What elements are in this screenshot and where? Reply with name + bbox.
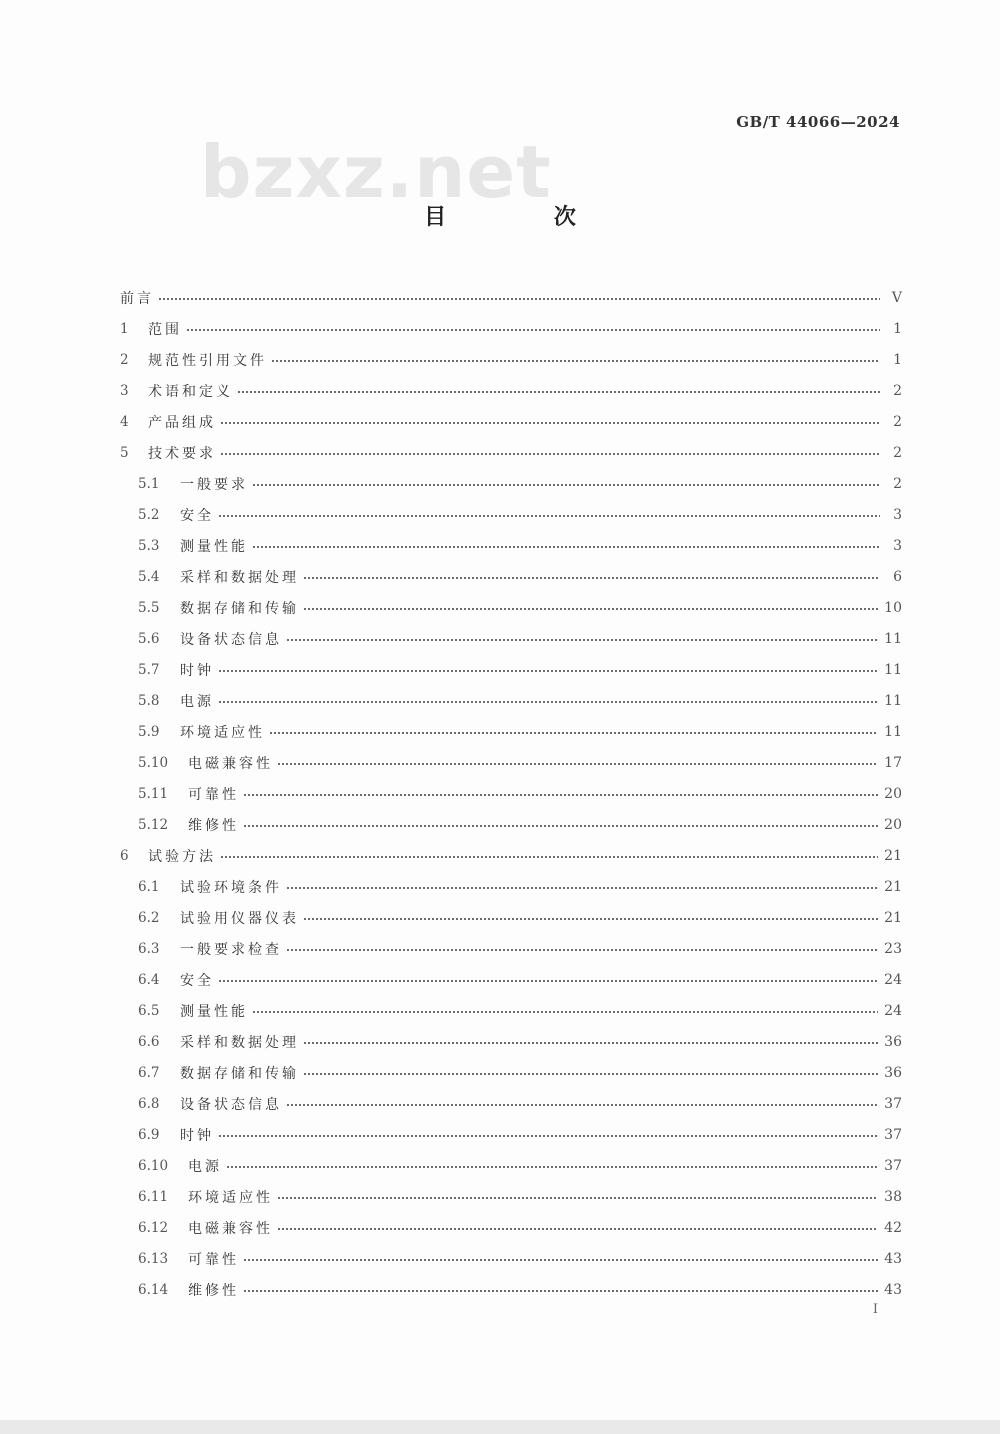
toc-entry[interactable] [120, 809, 902, 840]
toc-entry-page: 11 [884, 723, 902, 740]
toc-entry-number: 5.9 [138, 723, 160, 740]
toc-entry-page: Ⅴ [891, 289, 902, 306]
toc-entry-title: 一般要求检查 [180, 941, 282, 958]
toc-entry-page: 24 [884, 971, 902, 988]
toc-entry[interactable] [120, 406, 902, 437]
toc-entry-title: 电源 [188, 1158, 222, 1175]
toc-leader-dots [220, 855, 878, 859]
toc-leader-dots [220, 421, 880, 425]
toc-entry-number: 6.4 [138, 971, 160, 988]
toc-entry-number: 2 [120, 351, 129, 368]
viewer-bottom-bar [0, 1420, 1000, 1434]
toc-entry[interactable] [120, 840, 902, 871]
toc-entry-title: 安全 [180, 972, 214, 989]
toc-entry-title: 数据存储和传输 [180, 1065, 299, 1082]
toc-entry[interactable] [120, 654, 902, 685]
toc-entry-title: 设备状态信息 [180, 1096, 282, 1113]
toc-entry-page: 43 [884, 1281, 902, 1298]
toc-entry-page: 6 [893, 568, 902, 585]
toc-entry[interactable] [120, 1243, 902, 1274]
toc-entry-page: 2 [893, 475, 902, 492]
toc-leader-dots [303, 1041, 878, 1045]
toc-entry-number: 6.6 [138, 1033, 160, 1050]
toc-entry-title: 一般要求 [180, 476, 248, 493]
toc-leader-dots [220, 452, 880, 456]
toc-entry-page: 11 [884, 630, 902, 647]
toc-entry[interactable] [120, 1119, 902, 1150]
toc-leader-dots [269, 731, 878, 735]
toc-leader-dots [303, 1072, 878, 1076]
toc-entry-page: 2 [893, 382, 902, 399]
toc-leader-dots [286, 886, 878, 890]
toc-entry-title: 技术要求 [148, 445, 216, 462]
toc-entry-title: 维修性 [188, 1282, 239, 1299]
toc-entry-page: 21 [884, 878, 902, 895]
toc-entry-number: 3 [120, 382, 129, 399]
toc-entry-page: 24 [884, 1002, 902, 1019]
toc-entry-page: 2 [893, 413, 902, 430]
toc-entry-number: 6.2 [138, 909, 160, 926]
toc-entry-page: 3 [893, 537, 902, 554]
toc-entry[interactable] [120, 1057, 902, 1088]
toc-entry-title: 规范性引用文件 [148, 352, 267, 369]
toc-entry-page: 21 [884, 909, 902, 926]
toc-entry-page: 37 [884, 1095, 902, 1112]
toc-entry[interactable] [120, 282, 902, 313]
standard-code: GB/T 44066—2024 [736, 113, 900, 131]
toc-entry-page: 20 [884, 785, 902, 802]
toc-entry-page: 37 [884, 1126, 902, 1143]
toc-leader-dots [218, 979, 878, 983]
toc-leader-dots [218, 700, 878, 704]
toc-entry[interactable] [120, 437, 902, 468]
toc-entry-number: 5 [120, 444, 129, 461]
toc-entry-title: 产品组成 [148, 414, 216, 431]
toc-entry-title: 范围 [148, 321, 182, 338]
toc-entry-number: 6.3 [138, 940, 160, 957]
toc-entry[interactable] [120, 685, 902, 716]
toc-entry[interactable] [120, 313, 902, 344]
toc-leader-dots [186, 328, 880, 332]
toc-entry-number: 1 [120, 320, 129, 337]
toc-entry[interactable] [120, 933, 902, 964]
toc-entry-page: 36 [884, 1033, 902, 1050]
toc-entry-number: 5.5 [138, 599, 160, 616]
toc-entry-title: 测量性能 [180, 538, 248, 555]
toc-leader-dots [158, 297, 880, 301]
toc-leader-dots [237, 390, 880, 394]
toc-entry-number: 6.14 [138, 1281, 169, 1298]
toc-entry[interactable] [120, 1088, 902, 1119]
toc-entry[interactable] [120, 468, 902, 499]
toc-leader-dots [252, 545, 880, 549]
toc-entry-title: 设备状态信息 [180, 631, 282, 648]
toc-entry-page: 38 [884, 1188, 902, 1205]
toc-entry-number: 5.11 [138, 785, 169, 802]
toc-entry-title: 安全 [180, 507, 214, 524]
toc-entry-title: 术语和定义 [148, 383, 233, 400]
toc-entry-title: 采样和数据处理 [180, 569, 299, 586]
toc-entry[interactable] [120, 375, 902, 406]
toc-entry-title: 可靠性 [188, 1251, 239, 1268]
toc-entry-title: 试验方法 [148, 848, 216, 865]
toc-leader-dots [243, 1258, 878, 1262]
toc-leader-dots [271, 359, 880, 363]
toc-entry-page: 23 [884, 940, 902, 957]
toc-entry-number: 6.11 [138, 1188, 169, 1205]
toc-leader-dots [218, 514, 880, 518]
toc-leader-dots [277, 1196, 878, 1200]
toc-entry-page: 20 [884, 816, 902, 833]
toc-leader-dots [303, 917, 878, 921]
toc-entry-page: 3 [893, 506, 902, 523]
toc-entry[interactable] [120, 592, 902, 623]
table-of-contents [120, 282, 902, 1305]
toc-leader-dots [218, 1134, 878, 1138]
toc-leader-dots [218, 669, 878, 673]
toc-entry-number: 6.9 [138, 1126, 160, 1143]
toc-leader-dots [303, 607, 878, 611]
toc-entry-number: 6.5 [138, 1002, 160, 1019]
toc-entry-page: 2 [893, 444, 902, 461]
toc-entry-page: 17 [884, 754, 902, 771]
toc-entry-title: 环境适应性 [188, 1189, 273, 1206]
toc-entry-page: 36 [884, 1064, 902, 1081]
toc-entry-number: 5.10 [138, 754, 169, 771]
toc-leader-dots [252, 483, 880, 487]
toc-entry-number: 5.12 [138, 816, 169, 833]
toc-entry-page: 1 [893, 351, 902, 368]
toc-entry[interactable] [120, 1181, 902, 1212]
toc-entry[interactable] [120, 1212, 902, 1243]
toc-entry[interactable] [120, 995, 902, 1026]
toc-entry-number: 5.2 [138, 506, 160, 523]
toc-entry-page: 43 [884, 1250, 902, 1267]
toc-entry[interactable] [120, 778, 902, 809]
toc-entry[interactable] [120, 499, 902, 530]
toc-leader-dots [252, 1010, 878, 1014]
toc-entry-number: 6 [120, 847, 129, 864]
toc-entry-title: 前言 [120, 290, 154, 307]
toc-entry[interactable] [120, 964, 902, 995]
toc-entry[interactable] [120, 1150, 902, 1181]
toc-leader-dots [286, 1103, 878, 1107]
toc-entry[interactable] [120, 902, 902, 933]
toc-leader-dots [286, 638, 878, 642]
toc-entry-title: 测量性能 [180, 1003, 248, 1020]
page-number: I [872, 1302, 878, 1317]
toc-entry-page: 11 [884, 692, 902, 709]
toc-entry[interactable] [120, 1274, 902, 1305]
toc-entry[interactable] [120, 1026, 902, 1057]
toc-entry-number: 5.1 [138, 475, 160, 492]
toc-entry-page: 11 [884, 661, 902, 678]
toc-entry-number: 5.7 [138, 661, 160, 678]
toc-entry-title: 时钟 [180, 662, 214, 679]
toc-entry-page: 42 [884, 1219, 902, 1236]
toc-entry-number: 5.3 [138, 537, 160, 554]
toc-entry-page: 37 [884, 1157, 902, 1174]
toc-entry-number: 6.13 [138, 1250, 169, 1267]
toc-leader-dots [243, 793, 878, 797]
toc-entry-title: 环境适应性 [180, 724, 265, 741]
toc-entry-number: 6.7 [138, 1064, 160, 1081]
toc-leader-dots [243, 824, 878, 828]
toc-entry-page: 1 [893, 320, 902, 337]
toc-entry-number: 4 [120, 413, 129, 430]
toc-entry[interactable] [120, 561, 902, 592]
toc-entry-number: 5.8 [138, 692, 160, 709]
toc-entry-title: 电磁兼容性 [188, 1220, 273, 1237]
toc-entry-number: 5.6 [138, 630, 160, 647]
toc-entry-number: 6.10 [138, 1157, 169, 1174]
toc-leader-dots [303, 576, 880, 580]
toc-entry-number: 6.8 [138, 1095, 160, 1112]
toc-entry[interactable] [120, 530, 902, 561]
toc-entry-page: 10 [884, 599, 902, 616]
toc-entry-title: 时钟 [180, 1127, 214, 1144]
toc-entry[interactable] [120, 344, 902, 375]
toc-entry[interactable] [120, 871, 902, 902]
toc-entry-number: 6.12 [138, 1219, 169, 1236]
toc-entry-title: 可靠性 [188, 786, 239, 803]
toc-entry-title: 电源 [180, 693, 214, 710]
toc-entry-number: 6.1 [138, 878, 160, 895]
toc-entry-title: 电磁兼容性 [188, 755, 273, 772]
toc-entry-page: 21 [884, 847, 902, 864]
toc-entry[interactable] [120, 747, 902, 778]
toc-entry[interactable] [120, 716, 902, 747]
toc-leader-dots [243, 1289, 878, 1293]
toc-entry[interactable] [120, 623, 902, 654]
toc-entry-title: 试验环境条件 [180, 879, 282, 896]
toc-leader-dots [226, 1165, 878, 1169]
toc-entry-title: 维修性 [188, 817, 239, 834]
toc-leader-dots [286, 948, 878, 952]
page-title: 目 次 [424, 205, 626, 230]
watermark: bzxz.net [200, 130, 552, 214]
toc-entry-title: 数据存储和传输 [180, 600, 299, 617]
toc-entry-title: 试验用仪器仪表 [180, 910, 299, 927]
toc-leader-dots [277, 762, 878, 766]
toc-entry-title: 采样和数据处理 [180, 1034, 299, 1051]
toc-entry-number: 5.4 [138, 568, 160, 585]
toc-leader-dots [277, 1227, 878, 1231]
